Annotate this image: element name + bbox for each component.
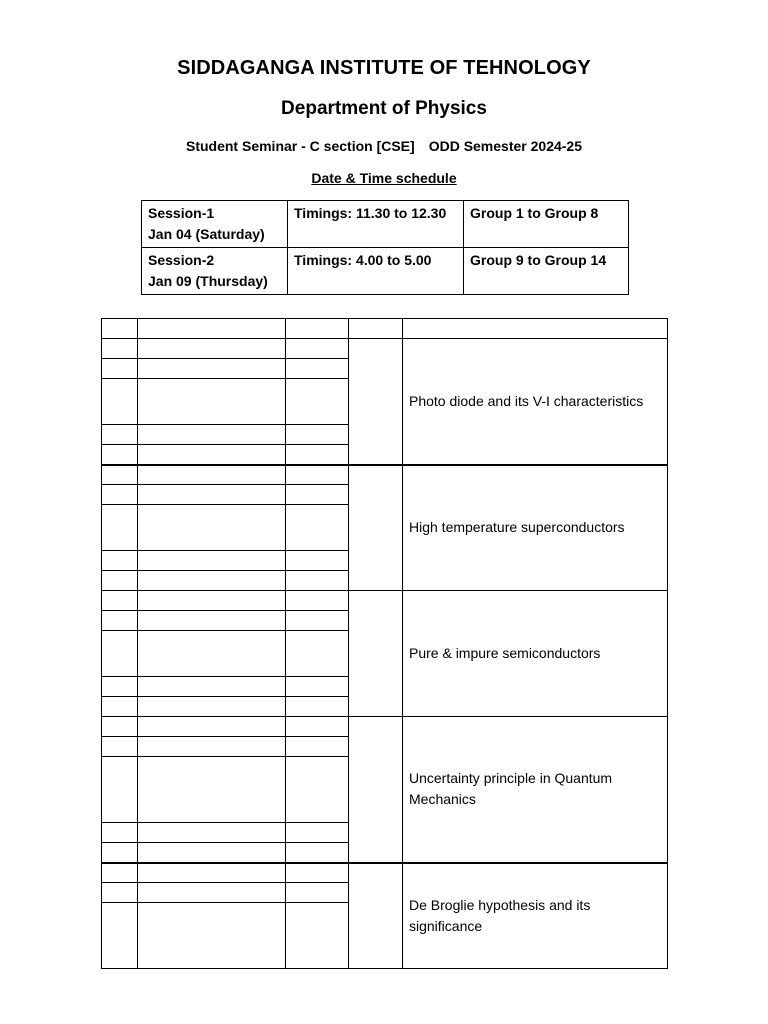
table-row [102, 339, 668, 359]
seminar-subtitle [0, 138, 768, 154]
topic-cell [403, 591, 668, 717]
topic-line: significance [409, 917, 483, 934]
table-row [102, 591, 668, 611]
group-topic-table [101, 318, 668, 969]
institute-title: SIDDAGANGA INSTITUTE OF TEHNOLOGY [177, 57, 591, 79]
department-title: Department of Physics [281, 98, 487, 119]
schedule-heading: Date & Time schedule [311, 170, 457, 186]
header-row [102, 319, 668, 339]
session-timings: Timings: 11.30 to 12.30 [288, 201, 464, 248]
session-name: Session-2 [148, 252, 215, 268]
session-name: Session-1 [148, 205, 215, 221]
topic-line: De Broglie hypothesis and its [409, 896, 591, 913]
session-timings: Timings: 4.00 to 5.00 [288, 248, 464, 295]
topic-cell [403, 863, 668, 969]
topic-line: High temperature superconductors [409, 519, 625, 536]
seminar-semester: ODD Semester 2024-25 [428, 138, 582, 154]
session-row [142, 248, 629, 295]
session-cell [142, 248, 288, 295]
page-bottom-margin [0, 980, 768, 1024]
session-row [142, 201, 629, 248]
topic-cell [403, 717, 668, 863]
session-schedule-table [141, 200, 629, 295]
table-row [102, 863, 668, 883]
topic-cell [403, 339, 668, 465]
topic-line: Pure & impure semiconductors [409, 645, 601, 661]
table-row [102, 465, 668, 485]
session-groups: Group 1 to Group 8 [464, 201, 629, 248]
session-date: Jan 09 (Thursday) [148, 273, 268, 289]
topic-cell [403, 465, 668, 591]
session-groups: Group 9 to Group 14 [464, 248, 629, 295]
table-row [102, 717, 668, 737]
seminar-section: Student Seminar - C section [CSE] [185, 138, 415, 154]
topic-line: Photo diode and its V-I characteristics [409, 392, 644, 409]
session-date: Jan 04 (Saturday) [148, 226, 265, 242]
topic-line: Mechanics [409, 791, 476, 808]
session-cell [142, 201, 288, 248]
topic-line: Uncertainty principle in Quantum [409, 770, 613, 787]
